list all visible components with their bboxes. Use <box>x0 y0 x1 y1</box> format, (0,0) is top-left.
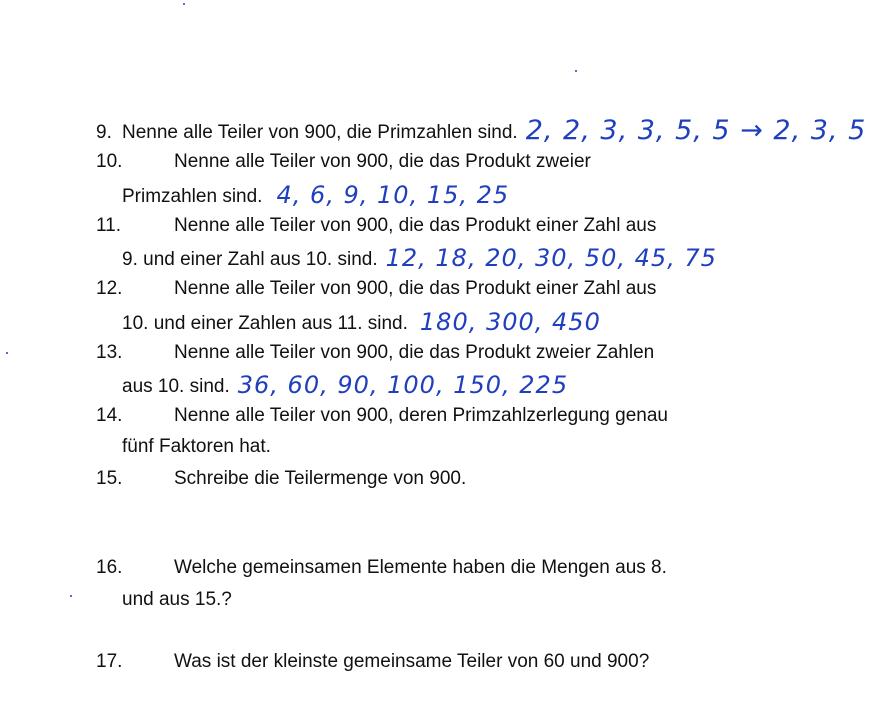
question-number: 12. <box>96 278 123 299</box>
question-text: und aus 15.? <box>122 589 232 610</box>
question-text: Primzahlen sind. <box>122 186 263 207</box>
question-number: 15. <box>96 468 123 489</box>
handwritten-answer: 2, 2, 3, 3, 5, 5 → 2, 3, 5 <box>525 115 867 146</box>
handwritten-answer: 180, 300, 450 <box>419 308 601 336</box>
question-16-continued <box>122 588 232 612</box>
question-number: 17. <box>96 651 123 672</box>
question-text: Was ist der kleinste gemeinsame Teiler von 60 und 900? <box>174 651 650 672</box>
question-text: Welche gemeinsamen Elemente haben die Mengen aus 8. <box>174 557 667 578</box>
question-number: 13. <box>96 342 123 363</box>
question-number: 14. <box>96 405 123 426</box>
question-text: Nenne alle Teiler von 900, die das Produkt einer Zahl aus <box>174 215 657 236</box>
question-11 <box>96 214 656 238</box>
question-14-continued <box>122 435 271 459</box>
question-text: 10. und einer Zahlen aus 11. sind. <box>122 313 408 334</box>
question-number: 11. <box>96 215 122 236</box>
question-number: 16. <box>96 557 123 578</box>
question-10-continued <box>122 182 509 209</box>
question-text: Nenne alle Teiler von 900, deren Primzahlzerlegung genau <box>174 405 668 426</box>
question-text: Nenne alle Teiler von 900, die Primzahlen sind. <box>122 122 518 143</box>
question-text: Nenne alle Teiler von 900, die das Produkt zweier Zahlen <box>174 342 655 363</box>
question-14 <box>96 404 668 428</box>
question-10 <box>96 150 591 174</box>
question-11-continued <box>122 245 717 272</box>
question-number: 10. <box>96 151 123 172</box>
ink-dot <box>70 595 72 597</box>
ink-dot <box>183 3 185 5</box>
handwritten-answer: 4, 6, 9, 10, 15, 25 <box>276 181 510 209</box>
question-text: aus 10. sind. <box>122 376 230 397</box>
question-12 <box>96 277 656 301</box>
question-16 <box>96 556 667 580</box>
question-text: Schreibe die Teilermenge von 900. <box>174 468 467 489</box>
handwritten-answer: 36, 60, 90, 100, 150, 225 <box>237 371 569 399</box>
ink-dot <box>575 70 577 72</box>
question-12-continued <box>122 309 601 336</box>
question-text: Nenne alle Teiler von 900, die das Produkt zweier <box>174 151 591 172</box>
question-13-continued <box>122 372 568 399</box>
question-text: fünf Faktoren hat. <box>122 436 271 457</box>
question-text: Nenne alle Teiler von 900, die das Produkt einer Zahl aus <box>174 278 657 299</box>
question-9 <box>96 115 867 146</box>
handwritten-answer: 12, 18, 20, 30, 50, 45, 75 <box>385 244 717 272</box>
question-number: 9. <box>96 122 112 143</box>
question-17 <box>96 650 649 674</box>
question-15 <box>96 467 466 491</box>
question-13 <box>96 341 654 365</box>
ink-dot <box>6 352 8 354</box>
question-text: 9. und einer Zahl aus 10. sind. <box>122 249 378 270</box>
